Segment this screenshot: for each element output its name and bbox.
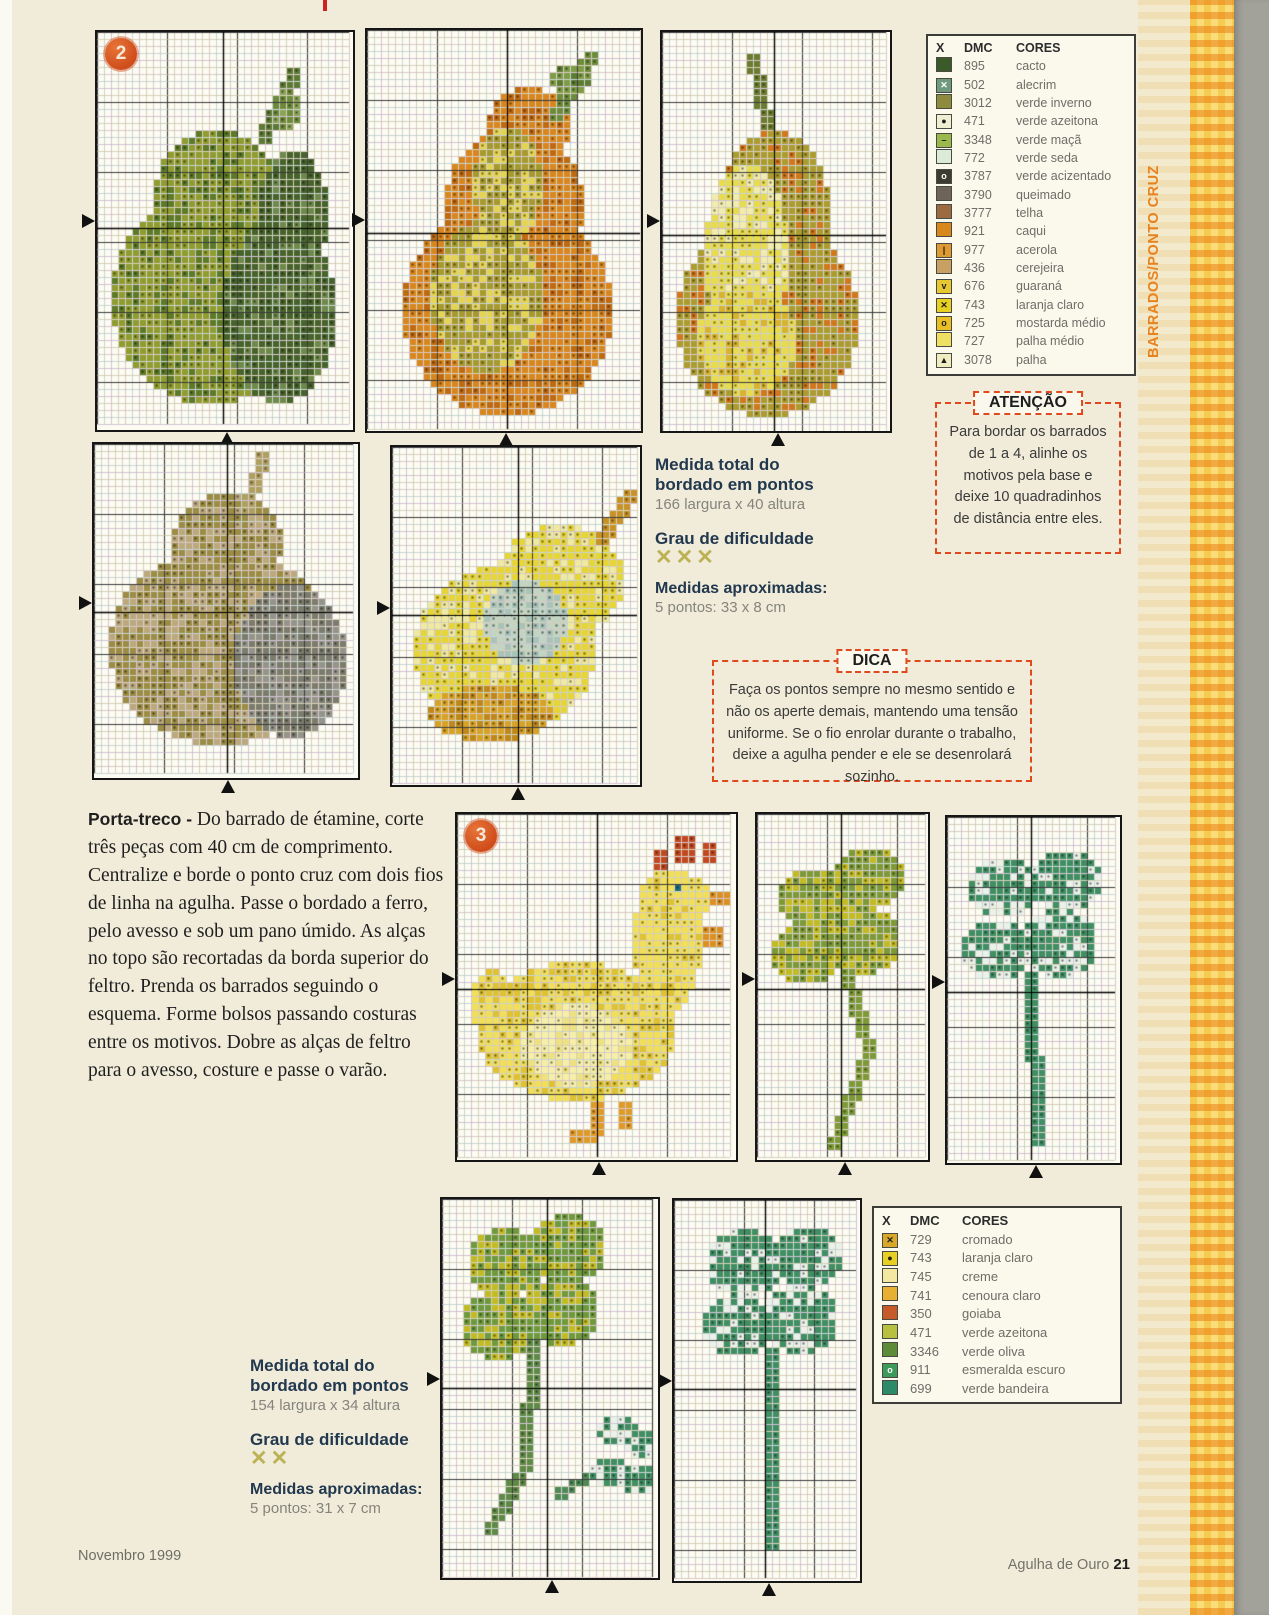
- legend-header-cell: DMC: [964, 41, 993, 55]
- chart-canvas: [457, 814, 736, 1160]
- print-registration-mark: [323, 0, 327, 11]
- approx-value: 5 pontos: 33 x 8 cm: [655, 598, 786, 616]
- legend-header: [936, 41, 1126, 55]
- dmc-code: 3790: [964, 187, 992, 202]
- color-swatch: [936, 149, 952, 164]
- legend-row: [936, 204, 1126, 222]
- legend-row: [936, 351, 1126, 369]
- dmc-code: 977: [964, 242, 985, 257]
- dmc-code: 3012: [964, 95, 992, 110]
- color-name: verde azeitona: [1016, 114, 1099, 129]
- color-name: cromado: [962, 1231, 1013, 1247]
- chart-pear-yellow-lying: [390, 445, 642, 787]
- magazine-name: Agulha de Ouro: [1007, 1557, 1110, 1573]
- color-swatch: ▲: [936, 353, 952, 368]
- dmc-code: 3348: [964, 132, 992, 147]
- center-arrow-bottom: [545, 1580, 559, 1593]
- color-legend-pears: [926, 34, 1136, 376]
- legend-row: [936, 167, 1126, 185]
- dmc-code: 911: [910, 1362, 931, 1378]
- chart-chicken: [455, 812, 738, 1162]
- measurements-pears: [655, 455, 845, 616]
- article-body: Do barrado de étamine, corte três peças com 40 cm de comprimento. Centralize e borde o ponto cruz com dois fios de linha na agulha. Passe o bordado a ferro, pelo avesso e sob um pano úmido. As alças no topo são recortadas da borda superior do feltro. Prenda os barrados seguindo o esquema. Forme bolsos passando costuras entre os motivos. Dobre as alças de feltro para o avesso, costure e passe o varão.: [88, 809, 444, 1081]
- color-swatch: [936, 332, 952, 347]
- color-swatch: –: [936, 133, 952, 148]
- color-name: verde bandeira: [962, 1381, 1049, 1397]
- color-name: laranja claro: [962, 1250, 1033, 1266]
- dmc-code: 727: [964, 334, 985, 349]
- color-name: alecrim: [1016, 77, 1057, 92]
- attention-title: ATENÇÃO: [973, 391, 1083, 415]
- legend-row: [936, 314, 1126, 332]
- legend-header: [882, 1213, 1112, 1228]
- center-arrow-bottom: [762, 1583, 776, 1596]
- dmc-code: 3787: [964, 169, 992, 184]
- legend-row: [936, 240, 1126, 258]
- color-name: goiaba: [962, 1306, 1002, 1322]
- color-name: verde maçã: [1016, 132, 1082, 147]
- legend-row: [882, 1267, 1112, 1286]
- motif-number-badge: 3: [465, 820, 497, 852]
- article-lead: Porta-treco -: [88, 809, 197, 829]
- color-swatch: o: [936, 316, 952, 331]
- chart-pear-orange: [365, 28, 643, 433]
- dmc-code: 436: [964, 260, 985, 275]
- legend-row: [936, 149, 1126, 167]
- legend-header-cell: X: [936, 41, 945, 55]
- difficulty-stars: ✕✕: [250, 1447, 292, 1471]
- center-arrow-bottom: [838, 1162, 852, 1175]
- dmc-code: 3078: [964, 352, 992, 367]
- color-name: mostarda médio: [1016, 315, 1106, 330]
- color-swatch: ●: [882, 1251, 898, 1266]
- dmc-code: 725: [964, 315, 985, 330]
- scanner-background: [1234, 0, 1269, 1615]
- chart-pear-green: [95, 30, 355, 432]
- approx-label: Medidas aproximadas:: [655, 579, 828, 597]
- chart-pear-olive-round: [92, 442, 360, 780]
- tip-box: [712, 652, 1032, 785]
- color-name: guaraná: [1016, 279, 1062, 294]
- color-legend-clovers: [872, 1206, 1122, 1404]
- legend-header-cell: X: [882, 1213, 891, 1228]
- center-arrow-bottom: [221, 780, 235, 793]
- attention-box: [935, 394, 1121, 554]
- center-arrow-left: [352, 213, 365, 227]
- legend-row: [936, 259, 1126, 277]
- legend-header-cell: DMC: [910, 1213, 940, 1228]
- measure-title: Medida total do bordado em pontos: [250, 1356, 409, 1396]
- color-swatch: [882, 1268, 898, 1283]
- legend-row: [936, 112, 1126, 130]
- chart-canvas: [94, 444, 358, 778]
- chart-clover-teal: [945, 815, 1122, 1165]
- color-swatch: [936, 259, 952, 274]
- center-arrow-bottom: [1029, 1165, 1043, 1178]
- difficulty-label: Grau de dificuldade: [655, 529, 814, 549]
- color-swatch: [882, 1305, 898, 1320]
- color-name: palha médio: [1016, 334, 1085, 349]
- center-arrow-bottom: [771, 433, 785, 446]
- color-name: cenoura claro: [962, 1287, 1041, 1303]
- legend-row: [882, 1379, 1112, 1398]
- measurements-clovers: [250, 1356, 440, 1517]
- color-swatch: |: [936, 243, 952, 258]
- chart-canvas: [947, 817, 1120, 1163]
- legend-row: [882, 1323, 1112, 1342]
- chart-clover-teal-long-stem: [672, 1198, 862, 1583]
- legend-row: [936, 277, 1126, 295]
- color-name: palha: [1016, 352, 1047, 367]
- dmc-code: 699: [910, 1381, 932, 1397]
- color-name: cacto: [1016, 59, 1046, 74]
- center-arrow-left: [932, 975, 945, 989]
- legend-row: [882, 1286, 1112, 1305]
- center-arrow-bottom: [592, 1162, 606, 1175]
- color-name: verde azeitona: [962, 1325, 1048, 1341]
- center-arrow-bottom: [511, 787, 525, 800]
- color-swatch: o: [882, 1363, 898, 1378]
- motif-number-badge: 2: [105, 38, 137, 70]
- color-swatch: o: [936, 169, 952, 184]
- dmc-code: 921: [964, 224, 985, 239]
- color-name: laranja claro: [1016, 297, 1085, 312]
- color-swatch: [936, 186, 952, 201]
- tip-title: DICA: [836, 649, 907, 673]
- center-arrow-left: [742, 972, 755, 986]
- measure-size: 166 largura x 40 altura: [655, 496, 806, 514]
- legend-row: [882, 1249, 1112, 1268]
- measure-size: 154 largura x 34 altura: [250, 1397, 401, 1415]
- chart-clover-olive: [755, 812, 930, 1162]
- measure-title: Medida total do bordado em pontos: [655, 455, 814, 495]
- dmc-code: 741: [910, 1287, 932, 1303]
- dmc-code: 743: [964, 297, 985, 312]
- gingham-border-strip: [1190, 0, 1234, 1615]
- dmc-code: 745: [910, 1269, 932, 1285]
- dmc-code: 471: [964, 114, 985, 129]
- approx-value: 5 pontos: 31 x 7 cm: [250, 1499, 381, 1517]
- chart-pear-yellow-tall: [660, 30, 892, 433]
- dmc-code: 729: [910, 1231, 932, 1247]
- color-name: verde acizentado: [1016, 169, 1112, 184]
- legend-row: [882, 1361, 1112, 1380]
- color-swatch: [882, 1324, 898, 1339]
- dmc-code: 743: [910, 1250, 932, 1266]
- legend-row: [936, 130, 1126, 148]
- legend-row: [936, 75, 1126, 93]
- color-swatch: v: [936, 279, 952, 294]
- color-name: telha: [1016, 205, 1044, 220]
- color-name: creme: [962, 1269, 999, 1285]
- color-name: acerola: [1016, 242, 1057, 257]
- color-name: verde inverno: [1016, 95, 1092, 110]
- color-swatch: ✕: [882, 1233, 898, 1248]
- color-swatch: [882, 1342, 898, 1357]
- dmc-code: 502: [964, 77, 985, 92]
- color-swatch: [882, 1380, 898, 1395]
- chart-canvas: [674, 1200, 860, 1581]
- legend-row: [882, 1230, 1112, 1249]
- legend-row: [936, 295, 1126, 313]
- section-label-vertical: BARRADOS/PONTO CRUZ: [1146, 165, 1162, 358]
- dmc-code: 3346: [910, 1343, 939, 1359]
- chart-canvas: [392, 447, 640, 785]
- color-swatch: [936, 94, 952, 109]
- color-swatch: ✕: [936, 298, 952, 313]
- color-swatch: [882, 1286, 898, 1301]
- legend-header-cell: CORES: [1016, 41, 1061, 55]
- chart-canvas: [367, 30, 641, 431]
- center-arrow-left: [82, 214, 95, 228]
- center-arrow-left: [647, 214, 660, 228]
- legend-row: [882, 1305, 1112, 1324]
- center-arrow-left: [79, 596, 92, 610]
- dmc-code: 3777: [964, 205, 992, 220]
- color-name: cerejeira: [1016, 260, 1064, 275]
- page-number: 21: [1113, 1556, 1130, 1573]
- dmc-code: 772: [964, 150, 985, 165]
- dmc-code: 676: [964, 279, 985, 294]
- approx-label: Medidas aproximadas:: [250, 1480, 423, 1498]
- tip-text: Faça os pontos sempre no mesmo sentido e não os aperte demais, mantendo uma tensão uniforme. Se o fio enrolar durante o trabalho, deixe a agulha pender e ele se desenrolará sozinho.: [726, 682, 1018, 785]
- color-name: caqui: [1016, 224, 1046, 239]
- color-swatch: ●: [936, 114, 952, 129]
- legend-row: [936, 57, 1126, 75]
- legend-header-cell: CORES: [962, 1213, 1009, 1228]
- legend-row: [936, 332, 1126, 350]
- chart-canvas: [662, 32, 890, 431]
- chart-canvas: [97, 32, 353, 430]
- chart-clover-with-sprig: [440, 1197, 660, 1580]
- color-swatch: ✕: [936, 78, 952, 93]
- difficulty-label: Grau de dificuldade: [250, 1430, 409, 1450]
- color-name: verde seda: [1016, 150, 1078, 165]
- dmc-code: 895: [964, 59, 985, 74]
- attention-text: Para bordar os barrados de 1 a 4, alinhe os motivos pela base e deixe 10 quadradinhos de distância entre eles.: [949, 424, 1107, 527]
- difficulty-stars: ✕✕✕: [655, 546, 717, 570]
- legend-row: [882, 1342, 1112, 1361]
- legend-row: [936, 222, 1126, 240]
- issue-date: Novembro 1999: [78, 1548, 182, 1564]
- center-arrow-left: [377, 601, 390, 615]
- color-name: esmeralda escuro: [962, 1362, 1066, 1378]
- magazine-name-page: [980, 1556, 1130, 1573]
- center-arrow-left: [659, 1374, 672, 1388]
- color-name: verde oliva: [962, 1343, 1025, 1359]
- legend-row: [936, 94, 1126, 112]
- chart-canvas: [442, 1199, 658, 1578]
- color-swatch: [936, 222, 952, 237]
- color-swatch: [936, 57, 952, 72]
- color-name: queimado: [1016, 187, 1071, 202]
- legend-row: [936, 185, 1126, 203]
- dmc-code: 471: [910, 1325, 932, 1341]
- color-swatch: [936, 204, 952, 219]
- dmc-code: 350: [910, 1306, 932, 1322]
- chart-canvas: [757, 814, 928, 1160]
- instructions-paragraph: [88, 806, 444, 1085]
